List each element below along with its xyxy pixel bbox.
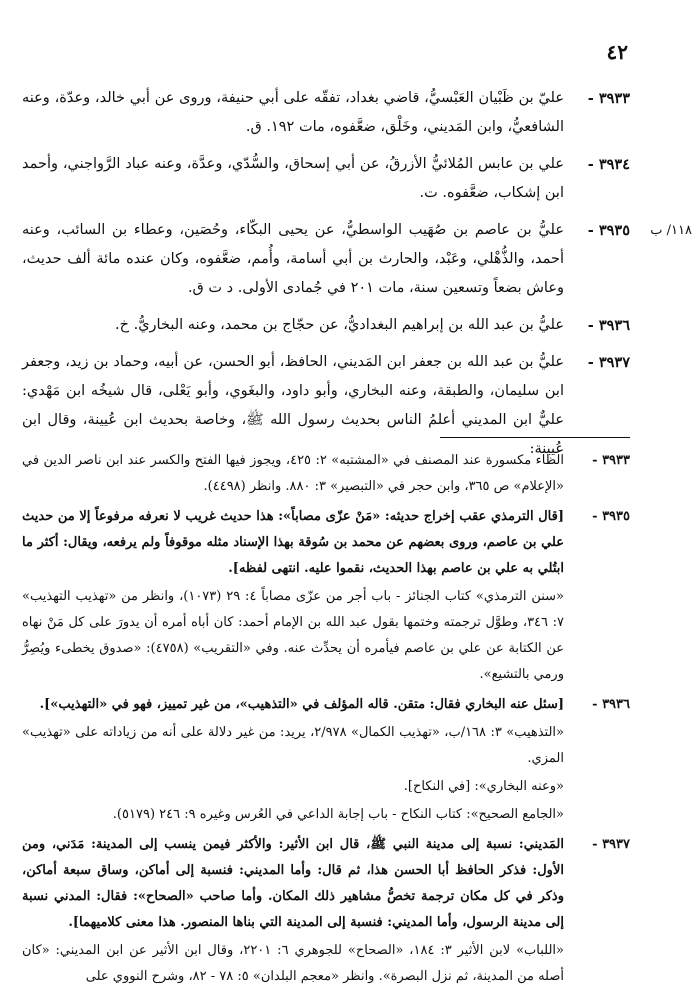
footnote-3933: [22, 448, 630, 500]
entry-number: ٣٩٣٦ -: [587, 317, 630, 334]
footnote-divider: [440, 437, 630, 438]
entry-text: عليُّ بن عبد الله بن جعفر ابن المَديني، الحافظ، أبو الحسن، عن أبيه، وحماد بن زيد، وجعفر ابن سليمان، والطبقة، وعنه البخاري، وأبو داود، والبغَوي، وأبو يَعْلى، قال شيخُه ابن مَهْدي: عليٌّ ابن المديني أعلمُ الناس بحديث رسول الله ﷺ، وخاصة بحديث ابن عُيينة، وقال ابن عُيينة:: [22, 354, 564, 457]
footnote-paragraph: [سئل عنه البخاري فقال: متقن. قاله المؤلف في «التذهيب»، من غير تمييز، فهو في «التهذيب»].: [39, 697, 564, 712]
footnote-paragraph: «وعنه البخاري»: [في النكاح].: [403, 779, 564, 794]
entry-text: علي بن عابس المُلائيُّ الأزرقُ، عن أبي إسحاق، والسُّدّي، وعدَّة، وعنه عباد الرَّواجني، وأحمد ابن إشكاب، ضعَّفوه. ت.: [22, 156, 564, 201]
entry-number: ٣٩٣٧ -: [587, 354, 630, 371]
footnote-paragraph: الظاء مكسورة عند المصنف في «المشتبه» ٢: ٤٢٥، ويجوز فيها الفتح والكسر عند ابن ناصر الدين في «الإعلام» ص ٣٦٥، وابن حجر في «التبصير» ٣: ٨٨٠. وانظر (٤٤٩٨).: [22, 453, 564, 494]
entry-3933: [22, 84, 630, 142]
footnote-paragraph: «الجامع الصحيح»: كتاب النكاح - باب إجابة الداعي في العُرس وغيره ٩: ٢٤٦ (٥١٧٩).: [112, 807, 564, 822]
footnote-number: ٣٩٣٦ -: [592, 697, 630, 712]
entry-number: ٣٩٣٥ -: [587, 222, 630, 239]
footnote-3936: [22, 692, 630, 828]
footnote-paragraph: «التذهيب» ٣: ١٦٨/ب، «تهذيب الكمال» ٢/٩٧٨، يريد: من غير دلالة على أنه من زياداته على «تهذيب» المزي.: [22, 725, 564, 766]
footnote-number: ٣٩٣٣ -: [592, 453, 630, 468]
manuscript-folio-ref: ١١٨/ ب: [650, 223, 692, 238]
main-text: [22, 84, 692, 472]
entry-3936: [22, 311, 630, 340]
entry-3934: [22, 150, 630, 208]
entry-text: عليُّ بن عبد الله بن إبراهيم البغداديُّ، عن حجّاج بن محمد، وعنه البخاريُّ. خ.: [115, 317, 564, 333]
entry-number: ٣٩٣٣ -: [587, 90, 630, 107]
footnote-3937: [22, 832, 630, 990]
entry-text: عليّ بن ظَبْيان العَبْسيُّ، قاضي بغداد، تفقّه على أبي حنيفة، وروى عن أبي خالد، وعدّة، وعنه الشافعيُّ، وابن المَديني، وخَلْق، ضعَّفوه، مات ١٩٢. ق.: [22, 90, 564, 135]
footnote-paragraph: المَديني: نسبة إلى مدينة النبي ﷺ، قال ابن الأثير: والأكثر فيمن ينسب إلى المدينة: مَدَني، ومن الأول: فذكر الحافظ أبا الحسن هذا، ثم قال: وأما المديني: فنسبة إلى أماكن، وساق سبعة أماكن، وذكر في كل مكان ترجمة تخصُّ مشاهير ذلك المكان. وأما صاحب «الصحاح»: فقال: المدني نسبة إلى مدينة الرسول، وأما المديني: فنسبة إلى المدينة التي بناها المنصور. هذا معنى كلاميهما].: [22, 837, 564, 930]
footnote-paragraph: «سنن الترمذي» كتاب الجنائز - باب أجر من عزّى مصاباً ٤: ٢٩ (١٠٧٣)، وانظر من «تهذيب التهذيب» ٧: ٣٤٦، وطوَّل ترجمته وختمها بقول عبد الله بن الإمام أحمد: كان أباه أمره أن يدورَ على كل مَنْ نهاه عن الكتابة عن علي بن عاصم فيأمره أن يحدِّث عنه. وفي «التقريب» (٤٧٥٨): «صدوق يخطىء ويُصِرُّ ورمي بالتشيع».: [22, 589, 565, 682]
page-number: ٤٢: [606, 40, 628, 64]
entry-3935: [22, 216, 692, 303]
footnote-number: ٣٩٣٥ -: [592, 509, 630, 524]
footnote-paragraph: «اللباب» لابن الأثير ٣: ١٨٤، «الصحاح» للجوهري ٦: ٢٢٠١، وقال ابن الأثير عن ابن المديني: «كان أصله من المدينة، ثم نزل البصرة». وانظر «معجم البلدان» ٥: ٧٨ - ٨٢، وشرح النووي على: [22, 943, 564, 984]
entry-text: عليُّ بن عاصم بن صُهَيب الواسطيُّ، عن يحيى البكّاء، وحُصَين، وعطاء بن السائب، وعنه أحمد، والذُّهْلي، وعَبْد، والحارث بن أبي أسامة، وأُمم، ضعَّفوه، وكان عنده مائة ألف حديث، وعاش بضعاً وتسعين سنة، مات ٢٠١ في جُمادى الأولى. د ت ق.: [22, 222, 564, 296]
footnotes: [22, 448, 630, 994]
entry-number: ٣٩٣٤ -: [587, 156, 630, 173]
entry-3937: [22, 348, 630, 464]
footnote-paragraph: [قال الترمذي عقب إخراج حديثه: «مَنْ عزّى مصاباً»: هذا حديث غريب لا نعرفه مرفوعاً إلا من حديث علي بن عاصم، وروى بعضهم عن محمد بن سُوقة بهذا الإسناد مثله موقوفاً ولم يرفعه، ويقال: أكثر ما ابتُلي به علي بن عاصم بهذا الحديث، نقموا عليه. انتهى لفظه].: [22, 509, 564, 576]
footnote-3935: [22, 504, 630, 688]
footnote-number: ٣٩٣٧ -: [592, 837, 630, 852]
